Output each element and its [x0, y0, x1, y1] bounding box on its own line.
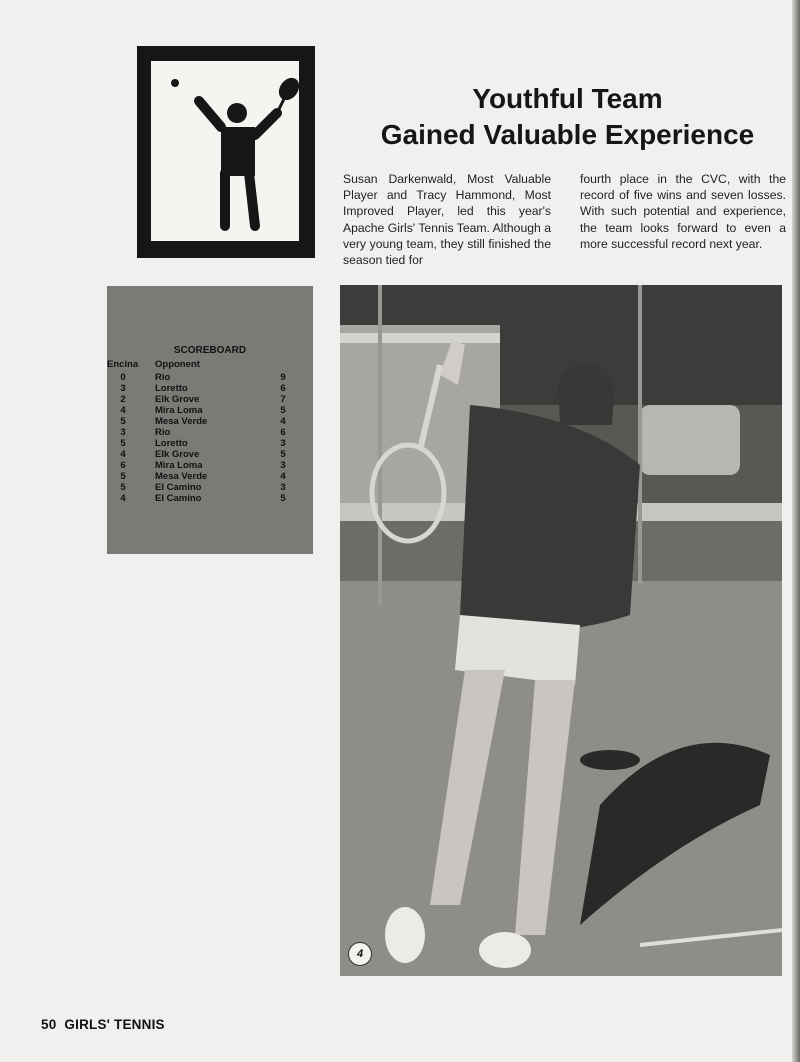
opponent-name: El Camino — [155, 482, 202, 493]
bleed-through-shadow — [330, 0, 480, 60]
opponent-score: 5 — [280, 405, 286, 416]
opponent-name: Elk Grove — [155, 394, 200, 405]
opponent-name: Elk Grove — [155, 449, 200, 460]
page-edge — [792, 0, 800, 1062]
article-column-1: Susan Darkenwald, Most Valuable Player and Tracy Hammond, Most Improved Player, led this year's Apache Girls' Tennis Team. Although a very young team, they still finished the season tied for — [343, 172, 551, 268]
encina-score: 4 — [120, 449, 126, 460]
scoreboard-rows — [107, 372, 313, 504]
scoreboard-row — [107, 449, 313, 460]
scoreboard-row — [107, 482, 313, 493]
scoreboard-row — [107, 471, 313, 482]
opponent-score: 7 — [280, 394, 286, 405]
opponent-name: Loretto — [155, 383, 188, 394]
headline — [355, 82, 780, 154]
opponent-score: 3 — [280, 482, 286, 493]
encina-score: 2 — [120, 394, 126, 405]
scoreboard-row — [107, 493, 313, 504]
encina-score: 5 — [120, 416, 126, 427]
opponent-score: 6 — [280, 427, 286, 438]
scoreboard-title: SCOREBOARD — [173, 345, 247, 356]
opponent-name: Mesa Verde — [155, 416, 208, 427]
opponent-score: 9 — [280, 372, 286, 383]
encina-score: 0 — [120, 372, 126, 383]
page-footer — [41, 1017, 165, 1032]
encina-score: 4 — [120, 405, 126, 416]
scoreboard-row — [107, 416, 313, 427]
encina-score: 6 — [120, 460, 126, 471]
encina-score: 5 — [120, 438, 126, 449]
scoreboard-header-opponent: Opponent — [155, 359, 200, 370]
opponent-score: 5 — [280, 449, 286, 460]
opponent-name: Loretto — [155, 438, 188, 449]
encina-score: 5 — [120, 471, 126, 482]
encina-score: 3 — [120, 427, 126, 438]
opponent-name: Mesa Verde — [155, 471, 208, 482]
opponent-name: El Camino — [155, 493, 202, 504]
encina-score: 3 — [120, 383, 126, 394]
encina-score: 5 — [120, 482, 126, 493]
tennis-player-photo — [340, 285, 782, 976]
scoreboard-row — [107, 427, 313, 438]
headline-line-2: Gained Valuable Experience — [380, 119, 755, 150]
opponent-score: 3 — [280, 438, 286, 449]
scoreboard-row — [107, 383, 313, 394]
section-title: GIRLS' TENNIS — [64, 1017, 165, 1032]
scoreboard-row — [107, 438, 313, 449]
encina-score: 4 — [120, 493, 126, 504]
opponent-score: 6 — [280, 383, 286, 394]
opponent-name: Rio — [155, 427, 171, 438]
headline-line-1: Youthful Team — [472, 83, 663, 114]
scoreboard-row — [107, 372, 313, 383]
opponent-name: Mira Loma — [155, 405, 203, 416]
opponent-name: Rio — [155, 372, 171, 383]
scoreboard-row — [107, 405, 313, 416]
tennis-player-icon — [151, 61, 299, 241]
article-column-2: fourth place in the CVC, with the record of five wins and seven losses. With such potential and experience, the team looks forward to even a more successful record next year. — [580, 172, 786, 251]
opponent-name: Mira Loma — [155, 460, 203, 471]
scoreboard-row — [107, 394, 313, 405]
page-number: 50 — [41, 1017, 57, 1032]
tennis-player-logo — [137, 46, 315, 258]
scoreboard-panel — [107, 286, 313, 554]
opponent-score: 4 — [280, 471, 286, 482]
opponent-score: 3 — [280, 460, 286, 471]
scoreboard-header-team: Encina — [107, 359, 139, 370]
opponent-score: 4 — [280, 416, 286, 427]
photo-number-badge: 4 — [348, 942, 372, 966]
opponent-score: 5 — [280, 493, 286, 504]
scoreboard-row — [107, 460, 313, 471]
